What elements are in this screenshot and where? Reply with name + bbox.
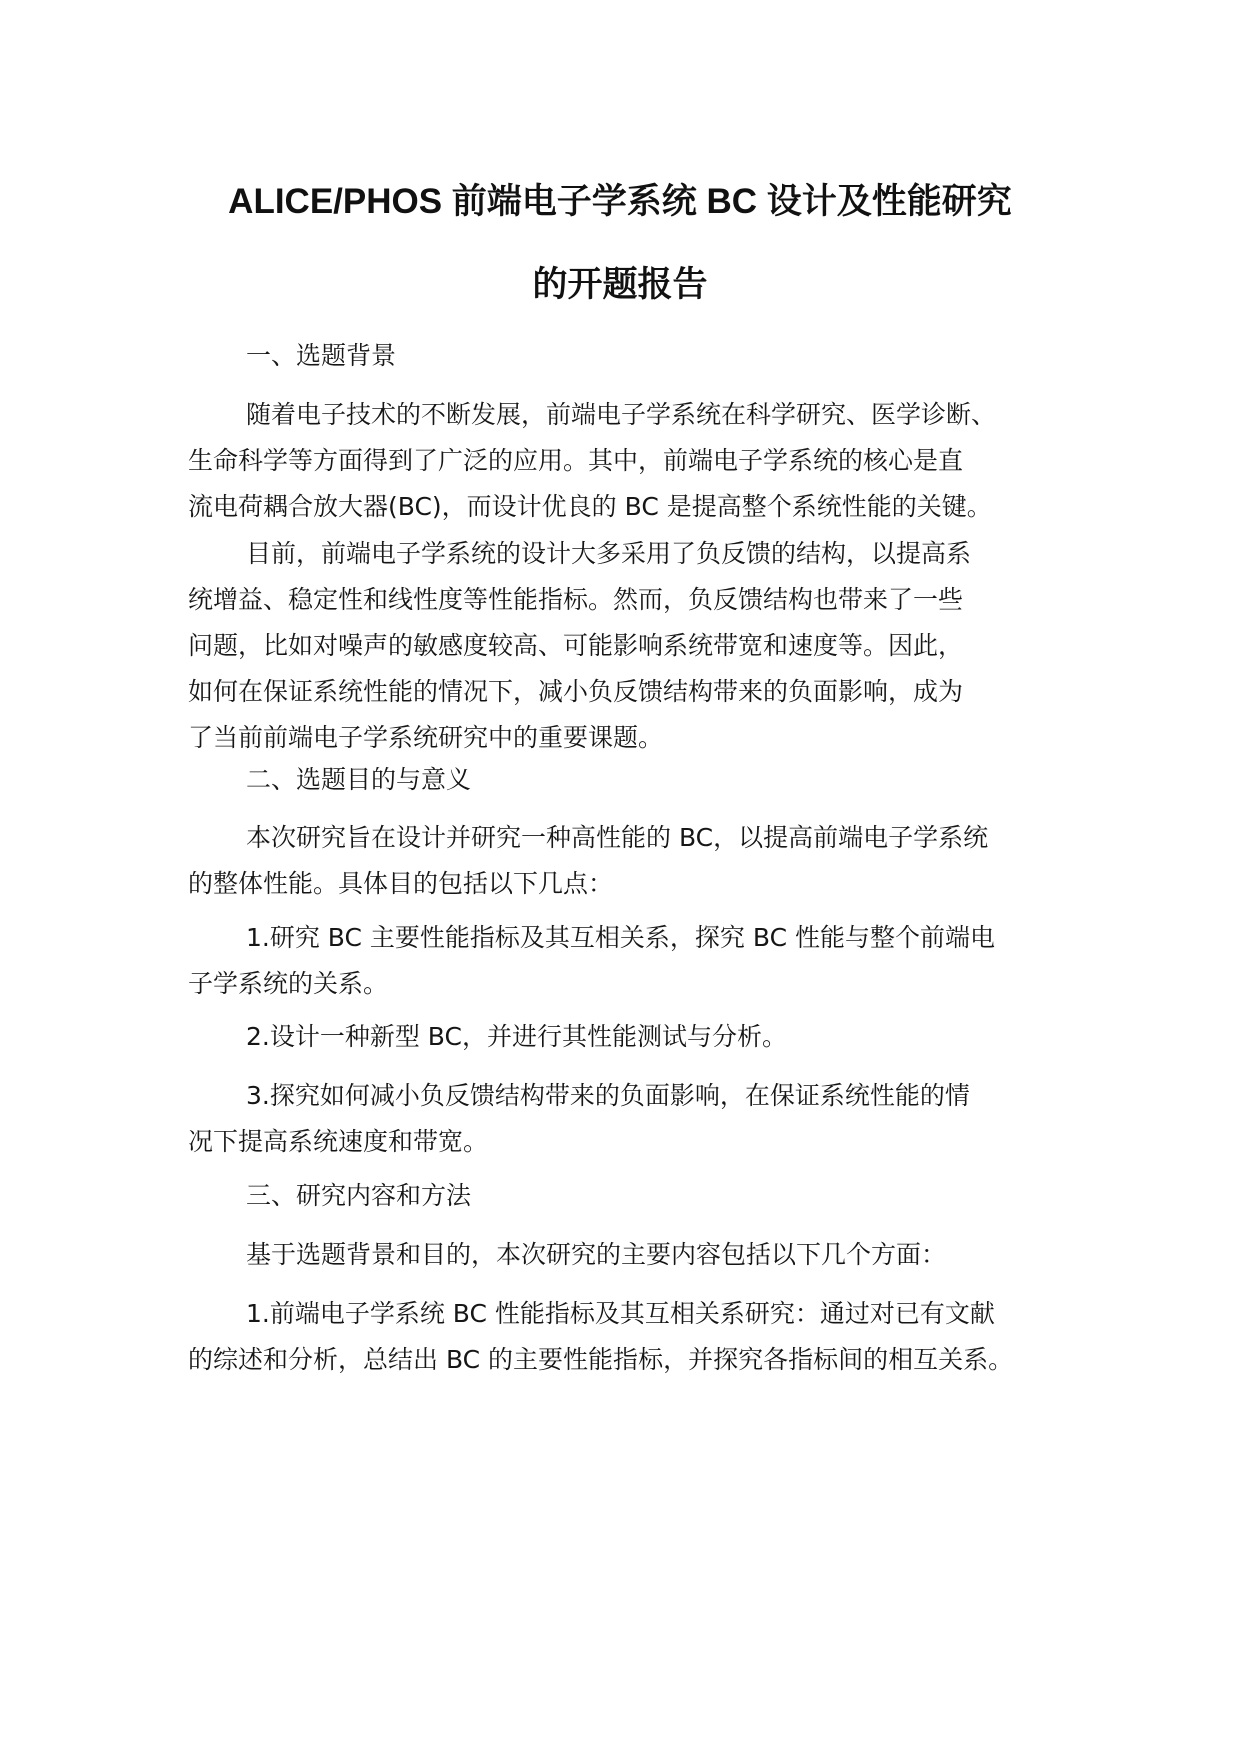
- section-2-item-1: [188, 915, 1068, 1007]
- list-item-line: 况下提高系统速度和带宽。: [188, 1127, 489, 1156]
- paragraph-line: 目前，前端电子学系统的设计大多采用了负反馈的结构，以提高系: [246, 539, 972, 568]
- section-2-item-2: [188, 1014, 1068, 1060]
- paragraph-line: 生命科学等方面得到了广泛的应用。其中，前端电子学系统的核心是直: [188, 446, 964, 475]
- section-1-paragraph-2: [188, 531, 1068, 761]
- list-item-line: 1.前端电子学系统 BC 性能指标及其互相关系研究：通过对已有文献: [246, 1299, 995, 1328]
- paragraph-line: 流电荷耦合放大器(BC)，而设计优良的 BC 是提高整个系统性能的关键。: [188, 492, 992, 521]
- list-item-line: 2.设计一种新型 BC，并进行其性能测试与分析。: [246, 1022, 787, 1051]
- list-item-line: 的综述和分析，总结出 BC 的主要性能指标，并探究各指标间的相互关系。: [188, 1345, 1014, 1374]
- paragraph-line: 基于选题背景和目的，本次研究的主要内容包括以下几个方面：: [246, 1240, 947, 1269]
- paragraph-line: 了当前前端电子学系统研究中的重要课题。: [188, 723, 664, 752]
- paragraph-line: 如何在保证系统性能的情况下，减小负反馈结构带来的负面影响，成为: [188, 677, 964, 706]
- section-3-intro: [188, 1232, 1068, 1278]
- section-heading: 三、研究内容和方法: [246, 1181, 472, 1210]
- document-title-line-2: 的开题报告: [532, 265, 708, 304]
- paragraph-line: 统增益、稳定性和线性度等性能指标。然而，负反馈结构也带来了一些: [188, 585, 964, 614]
- section-heading: 二、选题目的与意义: [246, 765, 472, 794]
- document-title-line-1: ALICE/PHOS 前端电子学系统 BC 设计及性能研究: [228, 182, 1012, 221]
- section-1-paragraph-1: [188, 392, 1068, 530]
- section-heading: 一、选题背景: [246, 341, 397, 370]
- list-item-line: 子学系统的关系。: [188, 969, 389, 998]
- section-3-heading-block: [188, 1173, 1068, 1219]
- paragraph-line: 本次研究旨在设计并研究一种高性能的 BC，以提高前端电子学系统: [246, 823, 989, 852]
- paragraph-line: 问题，比如对噪声的敏感度较高、可能影响系统带宽和速度等。因此，: [188, 631, 964, 660]
- section-3-item-1: [188, 1291, 1068, 1383]
- paragraph-line: 随着电子技术的不断发展，前端电子学系统在科学研究、医学诊断、: [246, 400, 997, 429]
- section-2-heading-block: [188, 757, 1068, 803]
- list-item-line: 1.研究 BC 主要性能指标及其互相关系，探究 BC 性能与整个前端电: [246, 923, 995, 952]
- section-1-heading-block: [188, 333, 1068, 379]
- section-2-item-3: [188, 1073, 1068, 1165]
- list-item-line: 3.探究如何减小负反馈结构带来的负面影响，在保证系统性能的情: [246, 1081, 970, 1110]
- paragraph-line: 的整体性能。具体目的包括以下几点：: [188, 869, 614, 898]
- section-2-intro: [188, 815, 1068, 907]
